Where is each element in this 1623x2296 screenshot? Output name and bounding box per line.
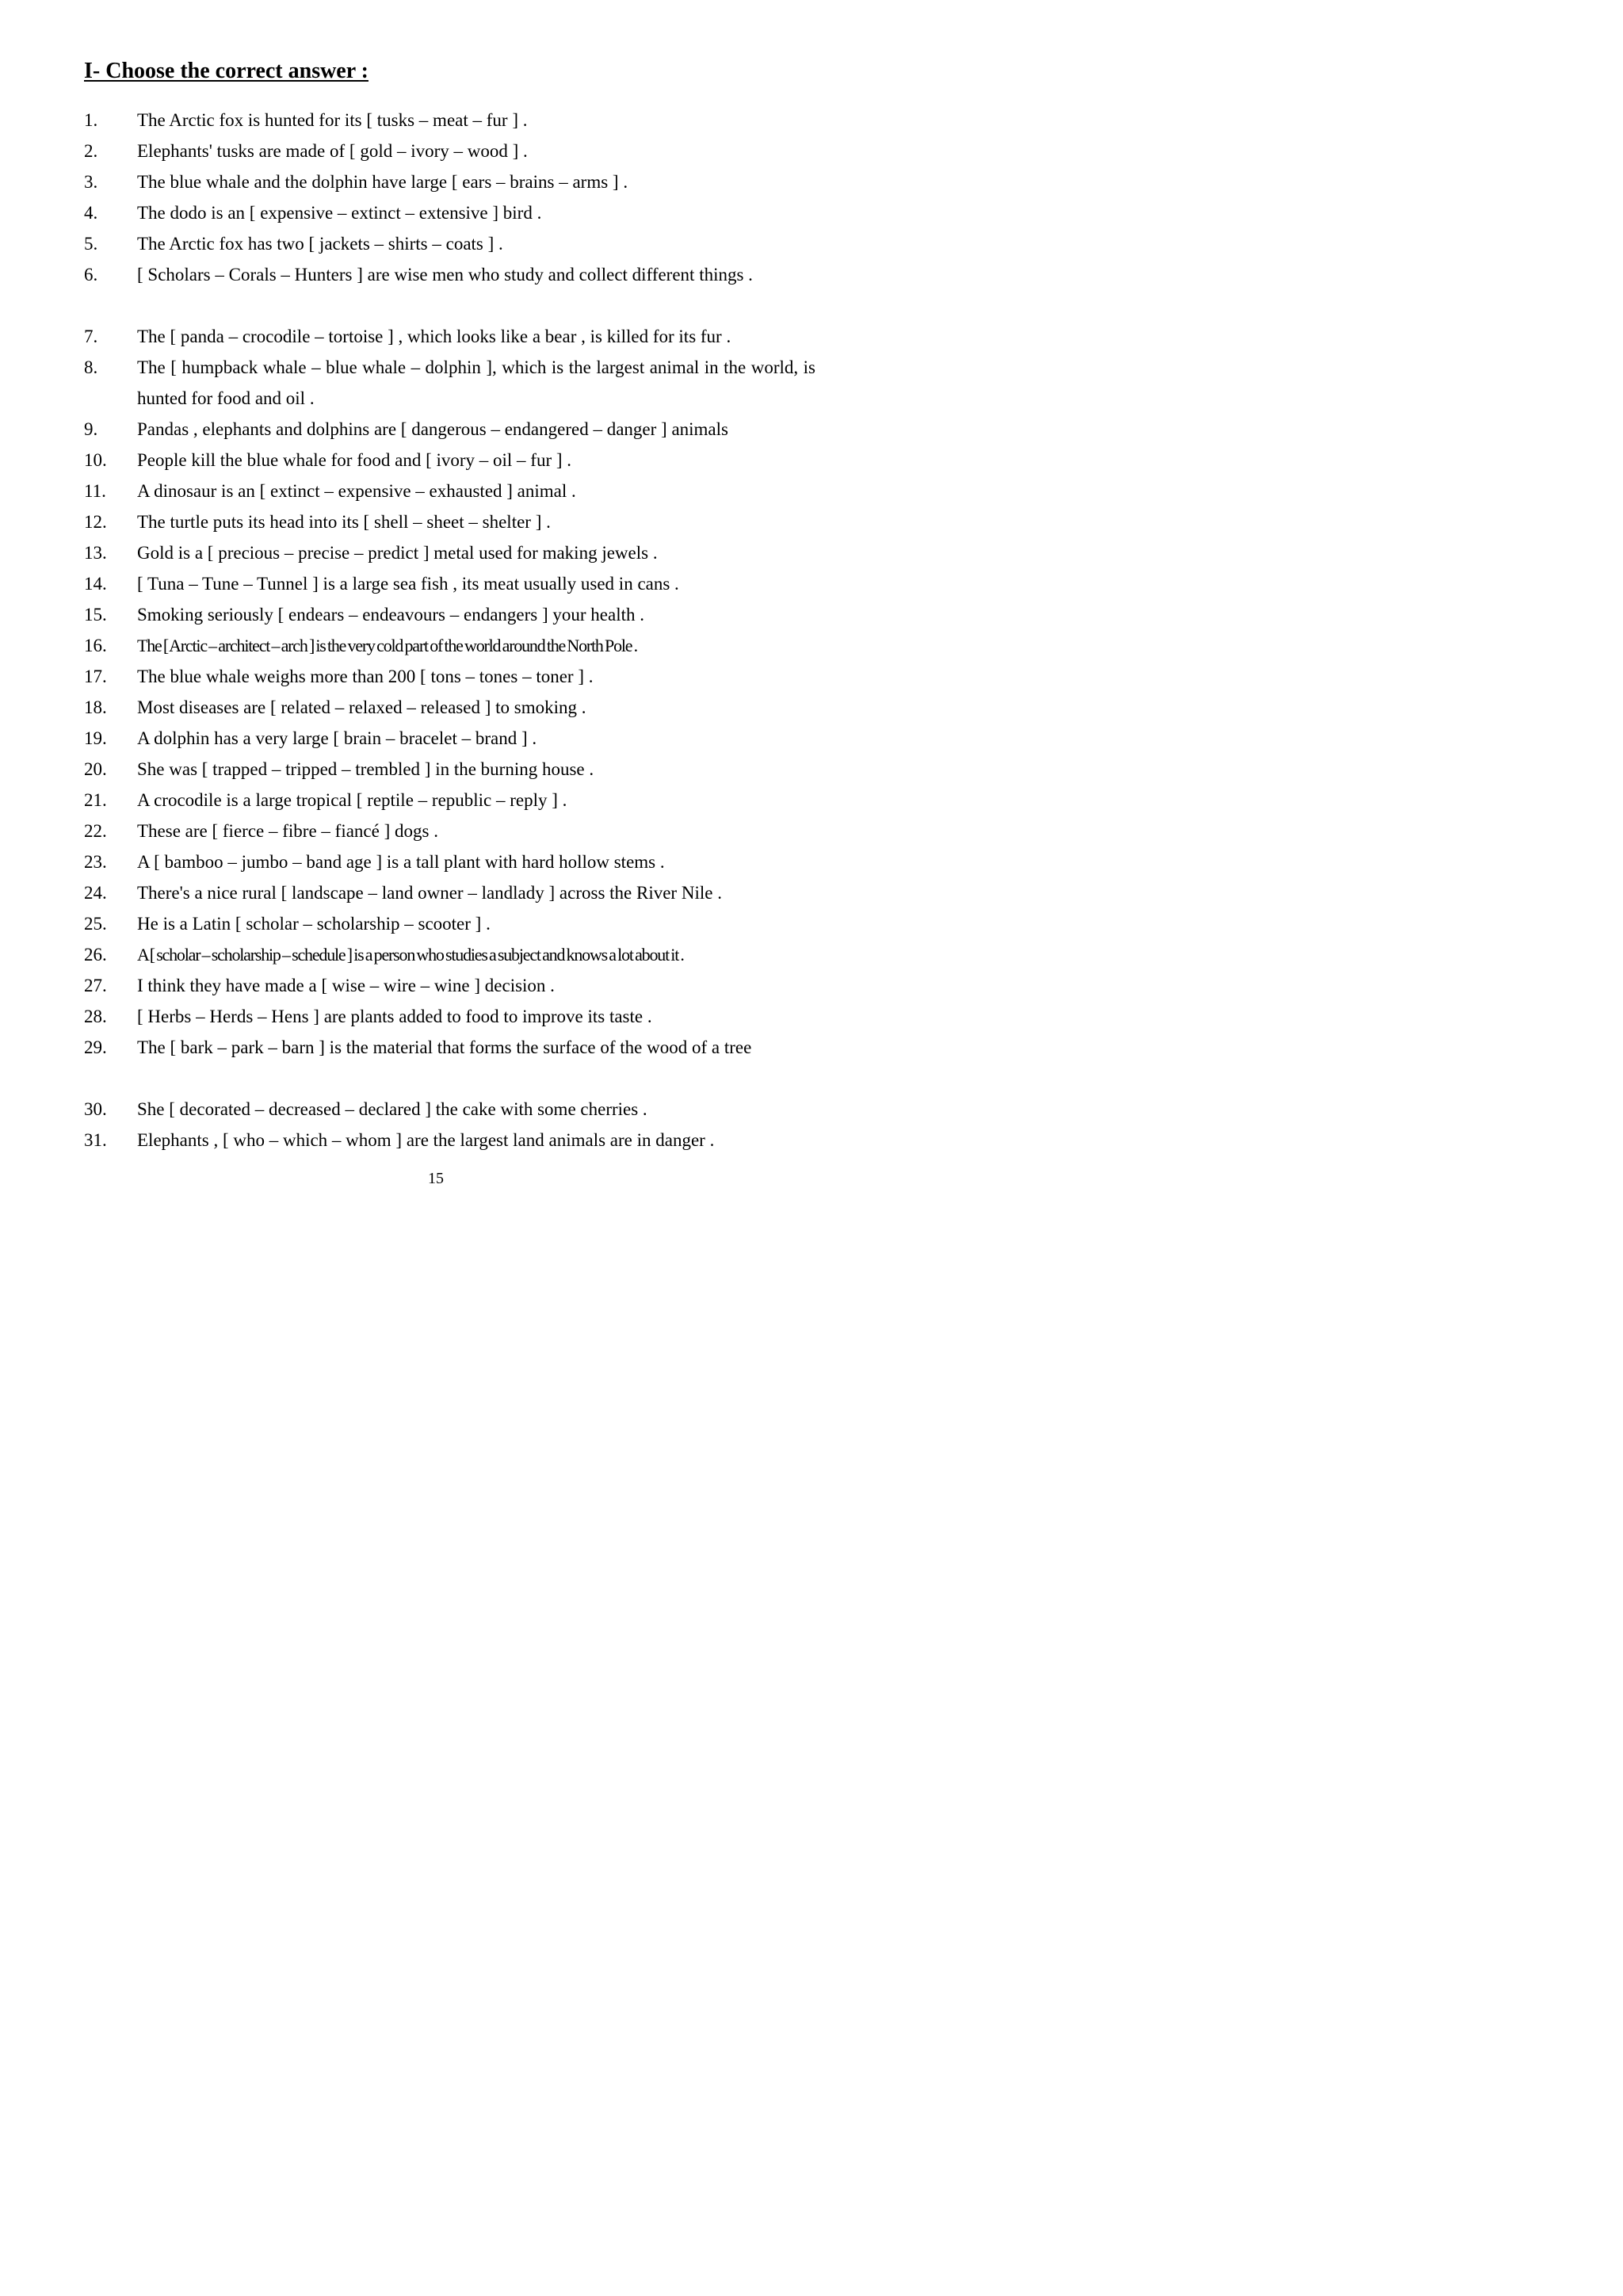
question-number: 14.: [84, 574, 107, 594]
question-number: 24.: [84, 883, 107, 903]
question-number: 23.: [84, 852, 107, 872]
question-text: The turtle puts its head into its [ shell – sheet – shelter ] .: [137, 512, 551, 532]
question-text: There's a nice rural [ landscape – land owner – landlady ] across the River Nile .: [137, 883, 722, 903]
question-number: 18.: [84, 697, 107, 717]
question-number: 25.: [84, 914, 107, 934]
question-text: A dolphin has a very large [ brain – bracelet – brand ] .: [137, 728, 537, 748]
question-text: A [ bamboo – jumbo – band age ] is a tall plant with hard hollow stems .: [137, 852, 665, 872]
question-text: Gold is a [ precious – precise – predict ] metal used for making jewels .: [137, 543, 658, 563]
question-text: The Arctic fox has two [ jackets – shirts – coats ] .: [137, 234, 503, 254]
question-number: 11.: [84, 481, 106, 501]
question-number: 1.: [84, 110, 98, 130]
question-number: 8.: [84, 357, 98, 377]
question-number: 13.: [84, 543, 107, 563]
question-text: A dinosaur is an [ extinct – expensive – exhausted ] animal .: [137, 481, 576, 501]
question-text: [ Herbs – Herds – Hens ] are plants added to food to improve its taste .: [137, 1007, 652, 1026]
question-number: 22.: [84, 821, 107, 841]
question-text: A [ scholar – scholarship – schedule ] is a person who studies a subject and knows a lot about it .: [137, 945, 684, 965]
question-text: Elephants , [ who – which – whom ] are the largest land animals are in danger .: [137, 1130, 715, 1150]
question-text: Smoking seriously [ endears – endeavours – endangers ] your health .: [137, 605, 645, 625]
question-number: 16.: [84, 636, 107, 655]
question-text: The [ bark – park – barn ] is the material that forms the surface of the wood of a tree: [137, 1037, 752, 1057]
question-text: The Arctic fox is hunted for its [ tusks – meat – fur ] .: [137, 110, 528, 130]
question-number: 12.: [84, 512, 107, 532]
question-text: Most diseases are [ related – relaxed – released ] to smoking .: [137, 697, 586, 717]
question-number: 28.: [84, 1007, 107, 1026]
question-text: The dodo is an [ expensive – extinct – extensive ] bird .: [137, 203, 542, 223]
question-text: She was [ trapped – tripped – trembled ] in the burning house .: [137, 759, 594, 779]
question-number: 26.: [84, 945, 107, 965]
question-text: Pandas , elephants and dolphins are [ dangerous – endangered – danger ] animals: [137, 419, 728, 439]
question-list: [0, 0, 872, 1233]
question-number: 4.: [84, 203, 98, 223]
question-text: [ Tuna – Tune – Tunnel ] is a large sea fish , its meat usually used in cans .: [137, 574, 679, 594]
page-number: 15: [428, 1170, 444, 1187]
question-number: 20.: [84, 759, 107, 779]
question-text: These are [ fierce – fibre – fiancé ] dogs .: [137, 821, 438, 841]
question-number: 21.: [84, 790, 107, 810]
question-text: [ Scholars – Corals – Hunters ] are wise men who study and collect different things .: [137, 265, 753, 285]
question-text: Elephants' tusks are made of [ gold – ivory – wood ] .: [137, 141, 528, 161]
question-number: 2.: [84, 141, 98, 161]
question-text: A crocodile is a large tropical [ reptile – republic – reply ] .: [137, 790, 567, 810]
question-text: The blue whale and the dolphin have large [ ears – brains – arms ] .: [137, 172, 628, 192]
question-number: 15.: [84, 605, 107, 625]
question-text: The [ humpback whale – blue whale – dolphin ], which is the largest animal in the world, is hunted for food and oil .: [137, 357, 815, 408]
question-number: 3.: [84, 172, 98, 192]
question-number: 19.: [84, 728, 107, 748]
question-number: 7.: [84, 327, 98, 346]
question-text: The blue whale weighs more than 200 [ tons – tones – toner ] .: [137, 667, 594, 686]
question-text: I think they have made a [ wise – wire – wine ] decision .: [137, 976, 555, 995]
question-text: The [ panda – crocodile – tortoise ] , which looks like a bear , is killed for its fur .: [137, 327, 731, 346]
question-text: The [ Arctic – architect – arch ] is the very cold part of the world around the North Pole .: [137, 636, 637, 655]
question-number: 30.: [84, 1099, 107, 1119]
question-number: 5.: [84, 234, 98, 254]
section-heading: I- Choose the correct answer :: [84, 59, 369, 83]
question-text: She [ decorated – decreased – declared ] the cake with some cherries .: [137, 1099, 647, 1119]
question-number: 27.: [84, 976, 107, 995]
question-text: He is a Latin [ scholar – scholarship – scooter ] .: [137, 914, 491, 934]
question-number: 17.: [84, 667, 107, 686]
question-text: People kill the blue whale for food and [ ivory – oil – fur ] .: [137, 450, 572, 470]
question-number: 9.: [84, 419, 98, 439]
question-number: 29.: [84, 1037, 107, 1057]
question-number: 6.: [84, 265, 98, 285]
question-number: 10.: [84, 450, 107, 470]
worksheet-page: [0, 0, 872, 1233]
question-number: 31.: [84, 1130, 107, 1150]
